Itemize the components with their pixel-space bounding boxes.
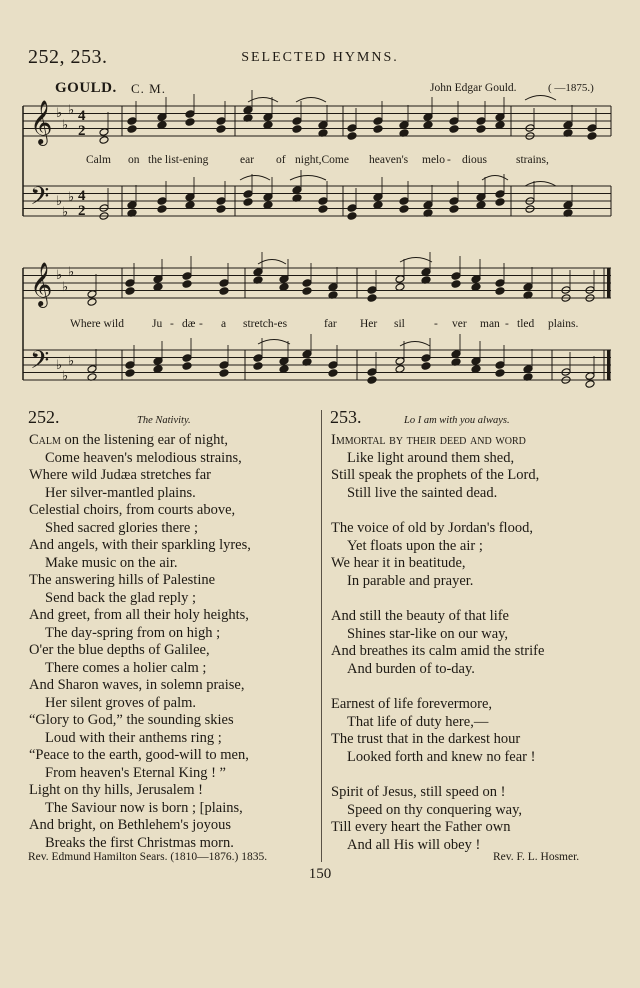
flat-sign: ♭	[68, 264, 75, 279]
note-head	[263, 113, 273, 122]
note-head	[279, 275, 289, 284]
verse-line: And burden of to-day.	[347, 660, 475, 677]
note-head	[263, 201, 273, 210]
column-divider	[321, 410, 322, 862]
note-head	[157, 113, 167, 122]
first-word: Calm	[29, 432, 61, 448]
note-head	[292, 117, 302, 126]
note-head	[153, 283, 163, 292]
lyric-syllable: -	[447, 154, 451, 166]
flat-sign: ♭	[56, 267, 63, 282]
running-title: SELECTED HYMNS.	[241, 50, 399, 65]
note-head	[523, 283, 533, 292]
tune-meter: C. M.	[131, 81, 166, 96]
note-head	[347, 204, 357, 213]
verse-line: And still the beauty of that life	[331, 608, 509, 624]
note-head	[219, 279, 229, 288]
verse-line-rest: on the listening ear of night,	[60, 432, 229, 448]
page-number: 150	[308, 866, 332, 882]
note-head	[451, 350, 461, 359]
note-head	[399, 205, 409, 214]
note-head	[471, 283, 481, 292]
note-head	[563, 201, 573, 210]
note-head	[216, 125, 226, 134]
lyric-syllable: -	[434, 318, 438, 330]
lyric-syllable: -	[199, 318, 203, 330]
verse-line: Her silver-mantled plains.	[45, 484, 196, 501]
note-head	[185, 110, 195, 119]
hymn-number: 252.	[28, 407, 60, 427]
note-head	[347, 132, 357, 141]
tune-name: GOULD.	[55, 80, 117, 96]
verse-line: Celestial choirs, from courts above,	[29, 502, 236, 518]
verse-line: Immortal by their deed and word	[331, 432, 526, 448]
note-head	[153, 275, 163, 284]
lyric-syllable: of	[276, 154, 286, 166]
verse-line: Till every heart the Father own	[331, 819, 511, 835]
note-head	[495, 279, 505, 288]
verse-line: The voice of old by Jordan's flood,	[331, 520, 533, 536]
verse-line: In parable and prayer.	[347, 572, 474, 589]
verse-line: And angels, with their sparkling lyres,	[29, 537, 251, 553]
note-head	[216, 117, 226, 126]
note-head	[328, 283, 338, 292]
note-head	[476, 193, 486, 202]
verse-line: Still speak the prophets of the Lord,	[331, 467, 540, 483]
verse-line: Light on thy hills, Jerusalem !	[29, 782, 203, 798]
verse-line: And greet, from all their holy heights,	[29, 607, 249, 623]
note-head	[127, 125, 137, 134]
verse-line: Come heaven's melodious strains,	[45, 449, 242, 466]
verse-line: Looked forth and knew no fear !	[347, 748, 536, 765]
bass-clef: 𝄢	[30, 346, 50, 381]
verse-line: Earnest of life forevermore,	[331, 696, 493, 712]
note-head	[587, 124, 597, 133]
note-head	[243, 198, 253, 207]
stanza-gap	[331, 678, 544, 696]
verse-line: We hear it in beatitude,	[331, 555, 466, 571]
note-head	[292, 125, 302, 134]
verse-line	[29, 432, 251, 450]
note-head	[87, 290, 97, 299]
lyric-syllable: plains.	[548, 318, 579, 330]
note-head	[421, 354, 431, 363]
note-head	[99, 128, 109, 137]
note-head	[347, 212, 357, 221]
verse-line: Spirit of Jesus, still speed on !	[331, 784, 506, 800]
note-head	[182, 354, 192, 363]
verse-line: From heaven's Eternal King ! ”	[45, 764, 226, 781]
treble-clef: 𝄞	[30, 100, 53, 144]
time-signature: 2	[78, 203, 86, 219]
hymn-253-author: Rev. F. L. Hosmer.	[493, 851, 580, 863]
note-head	[395, 275, 405, 284]
verse-line: “Peace to the earth, good-will to men,	[29, 747, 249, 763]
note-head	[587, 132, 597, 141]
lyric-syllable: ear	[240, 154, 255, 166]
verse-line: And Sharon waves, in solemn praise,	[29, 677, 245, 693]
note-head	[253, 354, 263, 363]
verse-line: Loud with their anthems ring ;	[45, 729, 222, 746]
verse-line: Where wild Judæa stretches far	[29, 467, 211, 483]
lyric-syllable: Ju	[152, 318, 163, 330]
note-head	[279, 283, 289, 292]
stanza-gap	[331, 502, 544, 520]
lyric-syllable: dious	[462, 154, 487, 166]
slur	[240, 176, 270, 181]
note-head	[495, 190, 505, 199]
note-head	[253, 268, 263, 277]
note-head	[157, 205, 167, 214]
note-head	[399, 121, 409, 130]
note-head	[476, 201, 486, 210]
verse-line: Send back the glad reply ;	[45, 589, 196, 606]
note-head	[451, 280, 461, 289]
note-head	[182, 280, 192, 289]
flat-sign: ♭	[68, 102, 75, 117]
note-head	[243, 190, 253, 199]
lyric-syllable: Calm	[86, 154, 111, 166]
lyric-syllable: strains,	[516, 154, 549, 166]
note-head	[476, 125, 486, 134]
note-head	[495, 369, 505, 378]
flat-sign: ♭	[62, 279, 69, 294]
note-head	[585, 380, 595, 389]
verse-line: There comes a holier calm ;	[45, 659, 207, 676]
note-head	[471, 357, 481, 366]
hymn-253-text	[331, 432, 544, 854]
lyric-syllable: Where wild	[70, 318, 124, 330]
note-head	[219, 287, 229, 296]
slur	[258, 340, 290, 345]
note-head	[328, 369, 338, 378]
verse-line: And bright, on Bethlehem's joyous	[29, 817, 231, 833]
note-head	[157, 197, 167, 206]
lyric-syllable: ver	[452, 318, 467, 330]
note-head	[157, 121, 167, 130]
stanza-gap	[331, 590, 544, 608]
slur	[290, 176, 326, 181]
note-head	[373, 201, 383, 210]
lyric-syllable: night,Come	[295, 154, 349, 166]
note-head	[125, 369, 135, 378]
verse-line: And all His will obey !	[347, 836, 481, 853]
note-head	[279, 357, 289, 366]
slur	[525, 96, 556, 101]
note-head	[495, 121, 505, 130]
note-head	[99, 136, 109, 145]
lyric-syllable: the list-ening	[148, 154, 209, 166]
verse-line: Her silent groves of palm.	[45, 694, 197, 711]
note-head	[367, 286, 377, 295]
note-head	[449, 117, 459, 126]
note-head	[449, 205, 459, 214]
note-head	[399, 197, 409, 206]
final-barline	[607, 268, 611, 298]
flat-sign: ♭	[62, 204, 69, 219]
note-head	[495, 113, 505, 122]
flat-sign: ♭	[62, 368, 69, 383]
note-head	[127, 201, 137, 210]
note-head	[125, 287, 135, 296]
note-head	[395, 283, 405, 292]
flat-sign: ♭	[56, 105, 63, 120]
note-head	[263, 193, 273, 202]
note-head	[216, 197, 226, 206]
note-head	[153, 365, 163, 374]
flat-sign: ♭	[68, 353, 75, 368]
verse-line: Make music on the air.	[45, 554, 178, 571]
lyric-syllable: a	[221, 318, 227, 330]
note-head	[125, 279, 135, 288]
note-head	[423, 121, 433, 130]
lyric-syllable: tled	[517, 318, 535, 330]
note-head	[185, 193, 195, 202]
note-head	[243, 106, 253, 115]
lyric-syllable: dæ	[182, 318, 196, 330]
note-head	[253, 362, 263, 371]
note-head	[125, 361, 135, 370]
lyric-syllable: -	[505, 318, 509, 330]
note-head	[318, 197, 328, 206]
note-head	[367, 376, 377, 385]
note-head	[347, 124, 357, 133]
note-head	[87, 298, 97, 307]
note-head	[523, 365, 533, 374]
note-head	[395, 357, 405, 366]
note-head	[451, 272, 461, 281]
flat-sign: ♭	[56, 193, 63, 208]
note-head	[495, 361, 505, 370]
slur	[296, 98, 326, 103]
note-head	[423, 201, 433, 210]
lyric-syllable: stretch-es	[243, 318, 288, 330]
note-head	[373, 193, 383, 202]
note-head	[185, 118, 195, 127]
note-head	[182, 362, 192, 371]
note-head	[421, 362, 431, 371]
treble-clef: 𝄞	[30, 262, 53, 306]
slur	[400, 258, 432, 263]
verse-line: Like light around them shed,	[347, 449, 515, 466]
time-signature: 4	[78, 188, 86, 204]
note-head	[263, 121, 273, 130]
lyric-syllable: melo	[422, 154, 445, 166]
verse-line: Breaks the first Christmas morn.	[45, 834, 234, 851]
hymn-subtitle: Lo I am with you always.	[404, 415, 510, 426]
verse-line: The day-spring from on high ;	[45, 624, 221, 641]
verse-line: The Saviour now is born ; [plains,	[45, 799, 243, 816]
note-head	[423, 113, 433, 122]
note-head	[87, 365, 97, 374]
note-head	[318, 205, 328, 214]
lyric-syllable: heaven's	[369, 154, 409, 166]
hymn-252-text	[29, 432, 251, 852]
lyric-syllable: far	[324, 318, 337, 330]
verse-line: The trust that in the darkest hour	[331, 731, 521, 747]
verse-line: “Glory to God,” the sounding skies	[29, 712, 234, 728]
music-score	[0, 0, 640, 410]
note-head	[495, 287, 505, 296]
note-head	[292, 186, 302, 195]
note-head	[395, 365, 405, 374]
note-head	[471, 275, 481, 284]
lyric-syllable: man	[480, 318, 500, 330]
composer-dates: ( —1875.)	[548, 82, 594, 94]
flat-sign: ♭	[56, 357, 63, 372]
hymn-252-author: Rev. Edmund Hamilton Sears. (1810—1876.) 1835.	[28, 851, 268, 863]
note-head	[373, 117, 383, 126]
bass-clef: 𝄢	[30, 182, 50, 217]
flat-sign: ♭	[68, 189, 75, 204]
verse-line: Shed sacred glories there ;	[45, 519, 199, 536]
verse-line: Still live the sainted dead.	[347, 484, 498, 501]
note-head	[585, 372, 595, 381]
lyric-syllable: sil	[394, 318, 405, 330]
final-barline	[607, 350, 611, 380]
note-head	[367, 368, 377, 377]
stanza-gap	[331, 766, 544, 784]
note-head	[449, 197, 459, 206]
verse-line: And breathes its calm amid the strife	[331, 643, 545, 659]
lyric-syllable: on	[128, 154, 140, 166]
note-head	[495, 198, 505, 207]
note-head	[302, 350, 312, 359]
note-head	[476, 117, 486, 126]
note-head	[219, 361, 229, 370]
note-head	[449, 125, 459, 134]
note-head	[373, 125, 383, 134]
composer-name: John Edgar Gould.	[430, 82, 517, 94]
hymn-subtitle: The Nativity.	[137, 415, 191, 426]
note-head	[318, 121, 328, 130]
hymn-number: 253.	[330, 407, 362, 427]
note-head	[219, 369, 229, 378]
time-signature: 4	[78, 108, 86, 124]
note-head	[216, 205, 226, 214]
note-head	[302, 287, 312, 296]
time-signature: 2	[78, 123, 86, 139]
note-head	[185, 201, 195, 210]
verse-line: O'er the blue depths of Galilee,	[29, 642, 210, 658]
verse-line: Speed on thy conquering way,	[347, 801, 523, 818]
hymn-numbers-header: 252, 253.	[28, 46, 108, 68]
lyric-syllable: -	[170, 318, 174, 330]
flat-sign: ♭	[62, 117, 69, 132]
lyric-syllable: Her	[360, 318, 378, 330]
verse-line: Shines star-like on our way,	[347, 625, 509, 642]
note-head	[367, 294, 377, 303]
note-head	[279, 365, 289, 374]
verse-line: That life of duty here,—	[347, 713, 489, 730]
note-head	[563, 121, 573, 130]
note-head	[421, 268, 431, 277]
slur	[525, 182, 556, 187]
slur	[400, 342, 430, 347]
slur	[248, 98, 278, 103]
verse-line: Yet floats upon the air ;	[347, 537, 483, 554]
note-head	[182, 272, 192, 281]
note-head	[302, 279, 312, 288]
note-head	[127, 117, 137, 126]
verse-line: The answering hills of Palestine	[29, 572, 216, 588]
note-head	[153, 357, 163, 366]
note-head	[328, 361, 338, 370]
note-head	[471, 365, 481, 374]
